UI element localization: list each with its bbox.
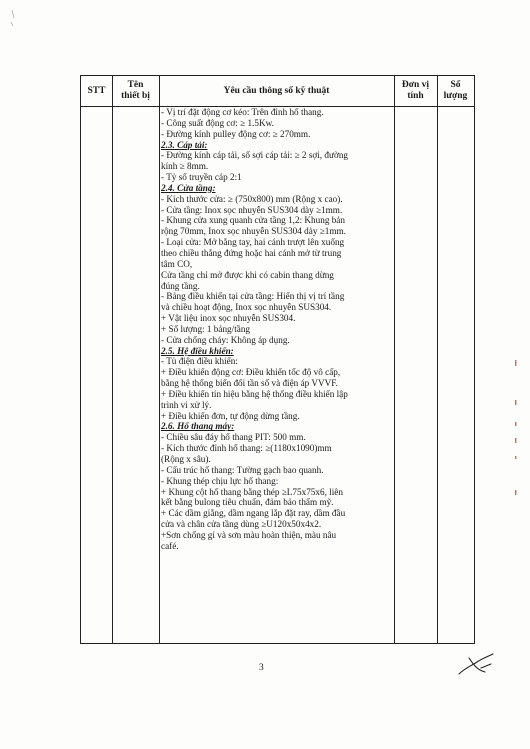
section-heading: 2.5. Hệ điều khiển: [161,345,234,356]
spec-line: - Tỷ số truyền cáp 2:1 [161,172,242,183]
spec-line: theo chiều thẳng đứng hoặc hai cánh mở từ trung [161,247,342,258]
spec-line: - Khung cửa xung quanh cửa tầng 1,2: Khung bản [161,215,345,226]
scan-artifact [8,8,24,48]
header-stt: STT [87,85,106,96]
spec-line: và chiều hoạt động, Inox sọc nhuyễn SUS304. [161,302,332,313]
spec-line: đúng tầng. [161,280,200,291]
spec-line: café. [161,540,179,551]
spec-line: + Khung cột hố thang bằng thép ≥L75x75x6, liên [161,486,343,497]
header-ten-thiet-bi: Tên thiết bị [121,80,150,101]
spec-line: (Rộng x sâu). [161,454,211,464]
spec-line: - Tủ điện điều khiển: [161,356,238,367]
spec-line: rộng 70mm, Inox sọc nhuyễn SUS304 dày ≥1mm. [161,226,346,237]
spec-line: + Điều khiển đơn, tự động dừng tầng. [161,410,300,421]
spec-line: - Bảng điều khiển tại cửa tầng: Hiển thị vị trí tầng [161,291,345,302]
spec-line: + Điều khiển động cơ: Điều khiển tốc độ vô cấp, [161,367,341,378]
spec-line: +Sơn chống gỉ và sơn màu hoàn thiện, màu nâu [161,529,337,540]
spec-text-cell [161,107,393,552]
spec-line: kính ≥ 8mm. [161,161,209,172]
spec-line: - Cấu trúc hố thang: Tường gạch bao quanh. [161,464,324,475]
spec-line: - Kích thước cửa: ≥ (750x800) mm (Rộng x cao). [161,193,343,204]
spec-line: kết bằng bulong tiêu chuẩn, đảm bảo thẩm mỹ. [161,497,334,508]
spec-line: + Số lượng: 1 bảng/tầng [161,323,251,334]
specification-table [80,75,475,644]
section-heading: 2.6. Hố thang máy: [161,421,235,432]
spec-line: + Các dầm giằng, dầm ngang lắp đặt ray, dầm đầu [161,508,346,519]
spec-line: cửa và chân cửa tầng dùng ≥U120x50x4x2. [161,519,322,530]
spec-line: + Điều khiển tín hiệu bằng hệ thống điều khiển lập [161,388,348,399]
spec-line: trình vi xử lý. [161,399,212,410]
header-so-luong: Số lượng [443,80,468,101]
spec-line: - Công suất động cơ: ≥ 1.5Kw. [161,117,274,128]
header-yeu-cau-thong-so: Yêu cầu thông số kỹ thuật [223,85,330,96]
spec-line: bằng hệ thống biến đổi tần số và điện áp VVVF. [161,378,338,389]
spec-line: - Đường kính pulley động cơ: ≥ 270mm. [161,128,311,139]
spec-line: - Vị trí đặt động cơ kéo: Trên đỉnh hố thang. [161,107,324,117]
spec-line: + Vật liệu inox sọc nhuyễn SUS304. [161,313,296,324]
spec-line: - Loại cửa: Mở bằng tay, hai cánh trượt lên xuống [161,237,345,248]
spec-line: - Chiều sâu đáy hố thang PIT: 500 mm. [161,432,306,443]
spec-line: Cửa tầng chỉ mở được khi có cabin thang dừng [161,269,334,280]
spec-line: - Kích thước đỉnh hố thang: ≥(1180x1090)mm [161,443,332,454]
section-heading: 2.4. Cửa tầng: [161,182,216,193]
spec-line: - Cửa chống cháy: Không áp dụng. [161,334,290,345]
spec-line: tâm CO, [161,258,193,269]
spec-line: - Cửa tầng: Inox sọc nhuyễn SUS304 dày ≥1mm. [161,204,343,215]
header-don-vi-tinh: Đơn vị tính [401,80,430,101]
page-number: 3 [259,663,264,673]
spec-line: - Khung thép chịu lực hố thang: [161,475,279,486]
handwritten-initial [455,650,495,682]
spec-line: - Đường kính cáp tải, số sợi cáp tải: ≥ 2 sợi, đường [161,150,349,161]
margin-marks [510,360,522,500]
section-heading: 2.3. Cáp tải: [161,139,208,150]
